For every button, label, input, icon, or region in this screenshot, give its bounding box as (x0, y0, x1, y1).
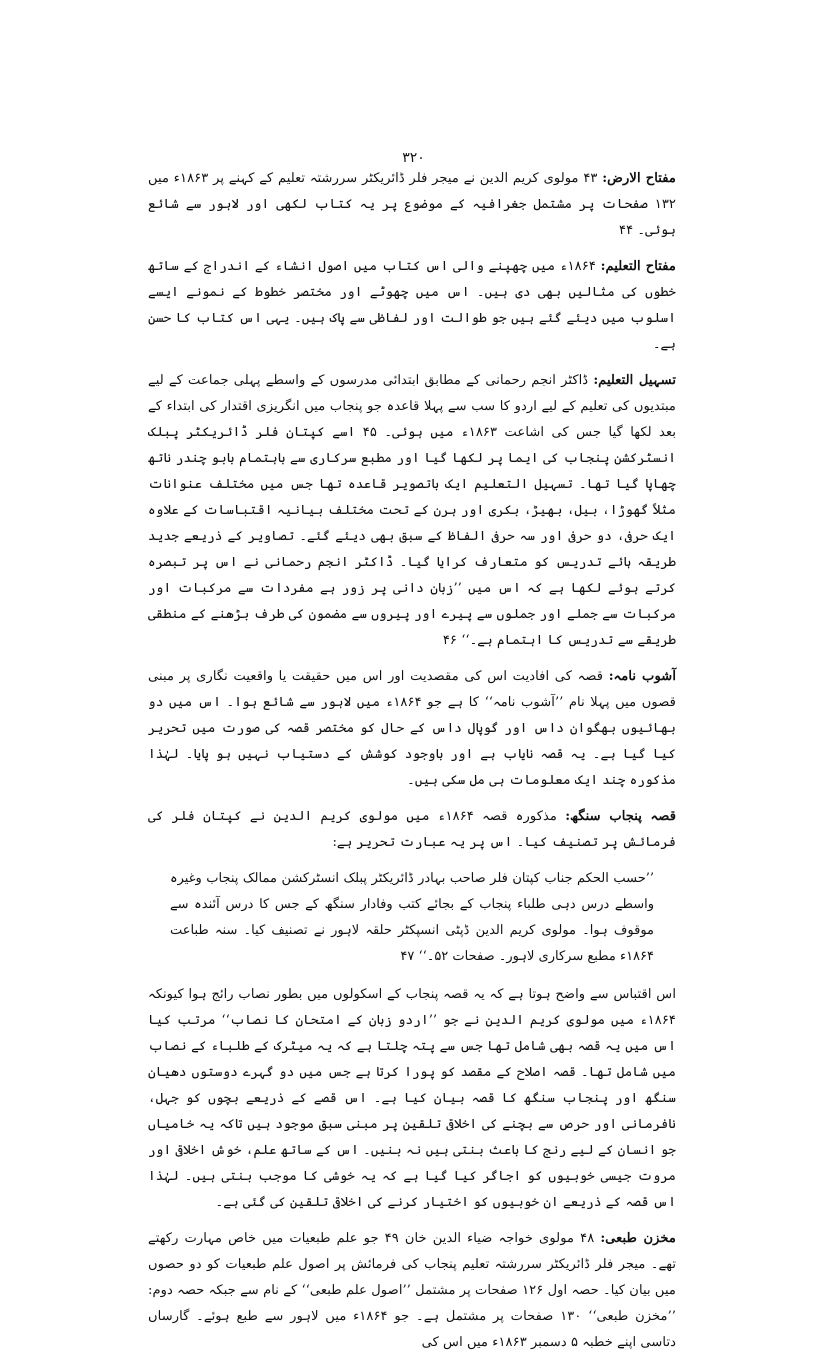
body-paragraph: اس اقتباس سے واضح ہوتا ہے کہ یہ قصہ پنجاب کے اسکولوں میں بطور نصاب رائج ہوا کیونکہ ۱۸۶۴ء میں مولوی کریم الدین نے جو ’’اردو زبان کے امتحان کا نصاب‘‘ مرتب کیا اس میں یہ قصہ بھی شامل تھا جس سے پتہ چلتا ہے کہ یہ میٹرک کے طلباء کے نصاب میں شامل تھا۔ قصہ اصلاح کے مقصد کو پورا کرتا ہے جس میں دو گہرے دوستوں دھیان سنگھ اور پنجاب سنگھ کا قصہ بیان کیا ہے۔ اس قصے کے ذریعے بچوں کو جہل، نافرمانی اور حرص سے بچنے کی اخلاقی تلقین پر مبنی سبق موجود ہیں تاکہ یہ خامیاں جو انسان کے لیے رنج کا باعث بنتی ہیں نہ بنیں۔ اس کے ساتھ علم، خوش اخلاقی اور مروت جیسی خوبیوں کو اجاگر کیا گیا ہے کہ یہ خوشی کا موجب بنتی ہیں۔ لہٰذا اس قصہ کے ذریعے ان خوبیوں کو اختیار کرنے کی اخلاقی تلقین کی گئی ہے۔ (148, 987, 676, 1210)
entry-text: ۴۸ مولوی خواجہ ضیاء الدین خان ۴۹ جو علم طبعیات میں خاص مہارت رکھتے تھے۔ میجر فلر ڈائریکٹر سررشتہ تعلیم پنجاب کی فرمائش پر اصول علم طبعیات کو دو حصوں میں بیان کیا۔ حصہ اول ۱۲۶ صفحات پر مشتمل ’’اصول علم طبعی‘‘ کے نام سے جبکہ حصہ دوم: ’’مخزن طبعی‘‘ ۱۳۰ صفحات پر مشتمل ہے۔ جو ۱۸۶۴ء میں لاہور سے طبع ہوئے۔ گارساں دتاسی اپنے خطبہ ۵ دسمبر ۱۸۶۳ء میں اس کی (148, 1231, 677, 1350)
block-quote: ’’حسب الحکم جناب کپتان فلر صاحب بہادر ڈائریکٹر پبلک انسٹرکشن ممالک پنجاب وغیرہ واسطے درس دہی طلباء پنجاب کے بجائے کتب وفادار سنگھ کے جس کا درس آئندہ سے موقوف ہوا۔ مولوی کریم الدین ڈپٹی انسپکٹر حلقہ لاہور نے تصنیف کیا۔ سنہ طباعت ۱۸۶۴ء مطبع سرکاری لاہور۔ صفحات ۵۲۔‘‘ ۴۷ (170, 871, 654, 964)
entry-heading: مفتاح الارض: (602, 171, 676, 186)
entry-makhzan-tabai (148, 1226, 676, 1356)
entry-ashob-nama (148, 664, 676, 794)
entry-heading: مخزن طبعی: (600, 1231, 676, 1246)
entry-qissa-punjab-singh (148, 804, 676, 856)
entry-text: ڈاکٹر انجم رحمانی کے مطابق ابتدائی مدرسوں کے واسطے پہلی جماعت کے لیے مبتدیوں کی تعلیم کے لیے اردو کا سب سے پہلا قاعدہ جو پنجاب میں انگریزی اقتدار کی ابتداء کے بعد لکھا گیا جس کی اشاعت ۱۸۶۳ء میں ہوئی۔ ۴۵ اسے کپتان فلر ڈائریکٹر پبلک انسٹرکشن پنجاب کی ایما پر لکھا گیا اور مطبع سرکاری سے باہتمام بابو چندر ناتھ چھاپا گیا تھا۔ تسہیل التعلیم ایک باتصویر قاعدہ تھا جس میں مختلف عنوانات مثلاً گھوڑا، بیل، بھیڑ، بکری اور ہرن کے تحت مختلف بیانیہ اقتباسات کے علاوہ ایک حرفی، دو حرفی اور سہ حرفی الفاظ کے سبق بھی دیئے گئے۔ تصاویر کے ذریعے جدید طریقہ ہائے تدریس کو متعارف کرایا گیا۔ ڈاکٹر انجم رحمانی نے اس پر تبصرہ کرتے ہوئے لکھا ہے کہ اس میں ’’زبان دانی پر زور ہے مفردات سے مرکبات اور مرکبات سے جملے اور جملوں سے پیرے اور پیروں سے مضمون کی طرف بڑھنے کے منطقی طریقے سے تدریس کا اہتمام ہے۔‘‘ ۴۶ (148, 373, 676, 648)
entry-text: ۱۸۶۴ء میں چھپنے والی اس کتاب میں اصول انشاء کے اندراج کے ساتھ خطوں کی مثالیں بھی دی ہیں۔ اس میں چھوٹے اور مختصر خطوط کے نمونے ایسے اسلوب میں دیئے گئے ہیں جو طوالت اور لفاظی سے پاک ہیں۔ یہی اس کتاب کا حسن ہے۔ (148, 259, 676, 352)
entry-text: قصہ کی افادیت اس کی مقصدیت اور اس میں حقیقت یا واقعیت نگاری پر مبنی قصوں میں پہلا نام ’’آشوب نامہ‘‘ کا ہے جو ۱۸۶۴ء میں لاہور سے شائع ہوا۔ اس میں دو بھائیوں بھگوان داس اور گوپال داس کے حال کو مختصر قصہ کی صورت میں تحریر کیا گیا ہے۔ یہ قصہ نایاب ہے اور باوجود کوشش کے دستیاب نہیں ہو پایا۔ لہٰذا مذکورہ چند ایک معلومات ہی مل سکی ہیں۔ (148, 669, 676, 788)
page-content (148, 166, 676, 1366)
entry-text: مذکورہ قصہ ۱۸۶۴ء میں مولوی کریم الدین نے کپتان فلر کی فرمائش پر تصنیف کیا۔ اس پر یہ عبارت تحریر ہے: (148, 809, 676, 850)
entry-heading: مفتاح التعلیم: (600, 259, 676, 274)
entry-heading: قصہ پنجاب سنگھ: (565, 809, 676, 824)
entry-text: ۴۳ مولوی کریم الدین نے میجر فلر ڈائریکٹر سررشتہ تعلیم کے کہنے پر ۱۸۶۳ء میں ۱۳۲ صفحات پر مشتمل جغرافیہ کے موضوع پر یہ کتاب لکھی اور لاہور سے شائع ہوئی۔ ۴۴ (148, 171, 676, 238)
entry-heading: آشوب نامہ: (608, 669, 676, 684)
entry-tasheel-al-taleem (148, 368, 676, 654)
page-number: ۳۲۰ (402, 150, 425, 166)
entry-heading: تسہیل التعلیم: (593, 373, 677, 388)
entry-miftah-al-taleem (148, 254, 676, 358)
entry-miftah-al-arz (148, 166, 676, 244)
